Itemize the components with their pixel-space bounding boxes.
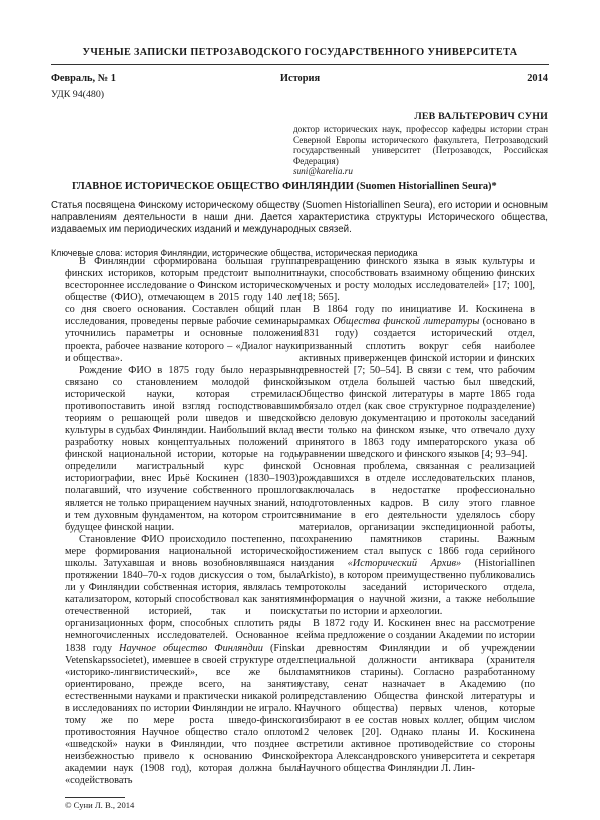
keywords: Ключевые слова: история Финляндии, исторические общества, историческая периодика (51, 248, 418, 258)
article-title: ГЛАВНОЕ ИСТОРИЧЕСКОЕ ОБЩЕСТВО ФИНЛЯНДИИ (Suomen Historiallinen Seura)* (72, 181, 497, 192)
paragraph: Рождение ФИО в 1875 году было неразрывно связано со становлением молодой финской исторической науки, которая стремилась противопоставить иной взгляд господствовавшим теориям о решающей роли шведов и шведской культуры в судьбах Финляндии. Наибольший вклад в разработку новых концептуальных положений о финской национальной истории, которые на годы определили магистральный курс финской историографии, внес Ирьё Коскинен (1830–1903), полагавший, что изучение собственного прошлого является не только приращением научных знаний, но и тем духовным фундаментом, на котором строится будущее финской нации. (65, 364, 301, 533)
author-name: ЛЕВ ВАЛЬТЕРОВИЧ СУНИ (414, 111, 548, 122)
section-label: История (279, 73, 321, 84)
paragraph: превращению финского языка в язык культуры и науки, способствовать взаимному общению финских ученых и росту молодых исследователей» [17; 100], [18; 565]. (299, 256, 535, 304)
footnote-rule (65, 797, 125, 798)
udk-code: УДК 94(480) (51, 89, 105, 100)
abstract (51, 200, 548, 236)
author-description: доктор исторических наук, профессор кафедры истории стран Северной Европы исторического факультета, Петрозаводский государственный университет (Петрозаводск, Российская Федерация) (293, 124, 548, 166)
body-column-left (65, 256, 301, 787)
issue-label: Февраль, № 1 (51, 73, 116, 84)
paragraph: В 1872 году И. Коскинен внес на рассмотрение сейма предложение о создании Академии по истории и древностям Финляндии и об учреждении специальной должности антиквара (хранителя памятников старины). Согласно разработанному уставу, сенат назначает в Академию (по представлению Общества финской литературы и Научного общества) первых членов, которые избирают в ее состав новых коллег, общим числом 12 человек [20]. Однако планы И. Коскинена встретили активное противодействие со стороны ректора Александровского университета и секретаря Научного общества Финляндии Л. Лин- (299, 618, 535, 775)
copyright-notice: © Суни Л. В., 2014 (65, 800, 135, 810)
paragraph: В Финляндии сформирована большая группа финских историков, которым предстоит выполнить всестороннее исследование о Финском историческом обществе (ФИО), отмечающем в 2015 году 140 лет со дня своего основания. Составлен общий план исследования, проведены первые рабочие семинары, уточнились параметры и основные положения проекта, рабочее название которого – «Диалог науки и общества». (65, 256, 301, 364)
journal-title: УЧЕНЫЕ ЗАПИСКИ ПЕТРОЗАВОДСКОГО ГОСУДАРСТВЕННОГО УНИВЕРСИТЕТА (82, 47, 518, 58)
author-block (293, 111, 548, 176)
header-rule (51, 64, 549, 65)
paragraph: В 1864 году по инициативе И. Коскинена в рамках Общества финской литературы (основано в 1831 году) создается исторический отдел, призванный сплотить вокруг себя наиболее активных приверженцев финской истории и финских древностей [7; 50–54]. В связи с тем, что рабочим языком отдела большей частью был шведский, Общество финской литературы в марте 1865 года обязало отдел (как свое структурное подразделение) всю деловую документацию и протоколы заседаний вести только на финском языке, что отвечало духу принятого в 1863 году императорского указа об уравнении шведского и финского языков [4; 93–94]. (299, 304, 535, 461)
year-label: 2014 (527, 73, 548, 84)
paragraph: Становление ФИО происходило постепенно, по мере формирования национальной исторической школы. Затухавшая и вновь возобновлявшаяся на протяжении 1840–70-х годов дискуссия о том, была ли у Финляндии собственная история, являлась тем катализатором, который способствовал как занятиям отечественной историей, так и поиску организационных форм, способных сплотить ряды немногочисленных исследователей. Основанное в 1838 году Научное общество Финляндии (Finska Vetenskapssocietet), имевшее в своей структуре отдел «историко-лингвистический», все же было ориентировано, прежде всего, на занятия естественными науками и практически никакой роли в исследованиях по истории Финляндии не играло. К тому же по мере роста шведо-финского противостояния Научное общество стало оплотом «шведской» науки в Финляндии, что позднее с неизбежностью привело к основанию Финской академии наук (1908 год), которая должна была «содействовать (65, 533, 301, 787)
body-column-right (299, 256, 535, 775)
abstract-text: Статья посвящена Финскому историческому обществу (Suomen Historiallinen Seura), его истории и основным направлениям деятельности в наши дни. Дается характеристика структуры Исторического общества, издаваемых им периодических изданий и международных связей. (51, 200, 548, 236)
author-email[interactable]: suni@karelia.ru (293, 166, 353, 177)
paragraph: Основная проблема, связанная с реализацией рождавшихся в отделе исследовательских планов, заключалась в недостатке профессионально подготовленных кадров. В силу этого главное внимание в его деятельности уделялось сбору материалов, организации экспедиционной работы, сохранению памятников старины. Важным достижением стал выпуск с 1866 года серийного издания «Исторический Архив» (Historiallinen Arkisto), в котором преимущественно публиковались протоколы заседаний исторического отдела, информация о научной жизни, а также небольшие статьи по истории и археологии. (299, 461, 535, 618)
